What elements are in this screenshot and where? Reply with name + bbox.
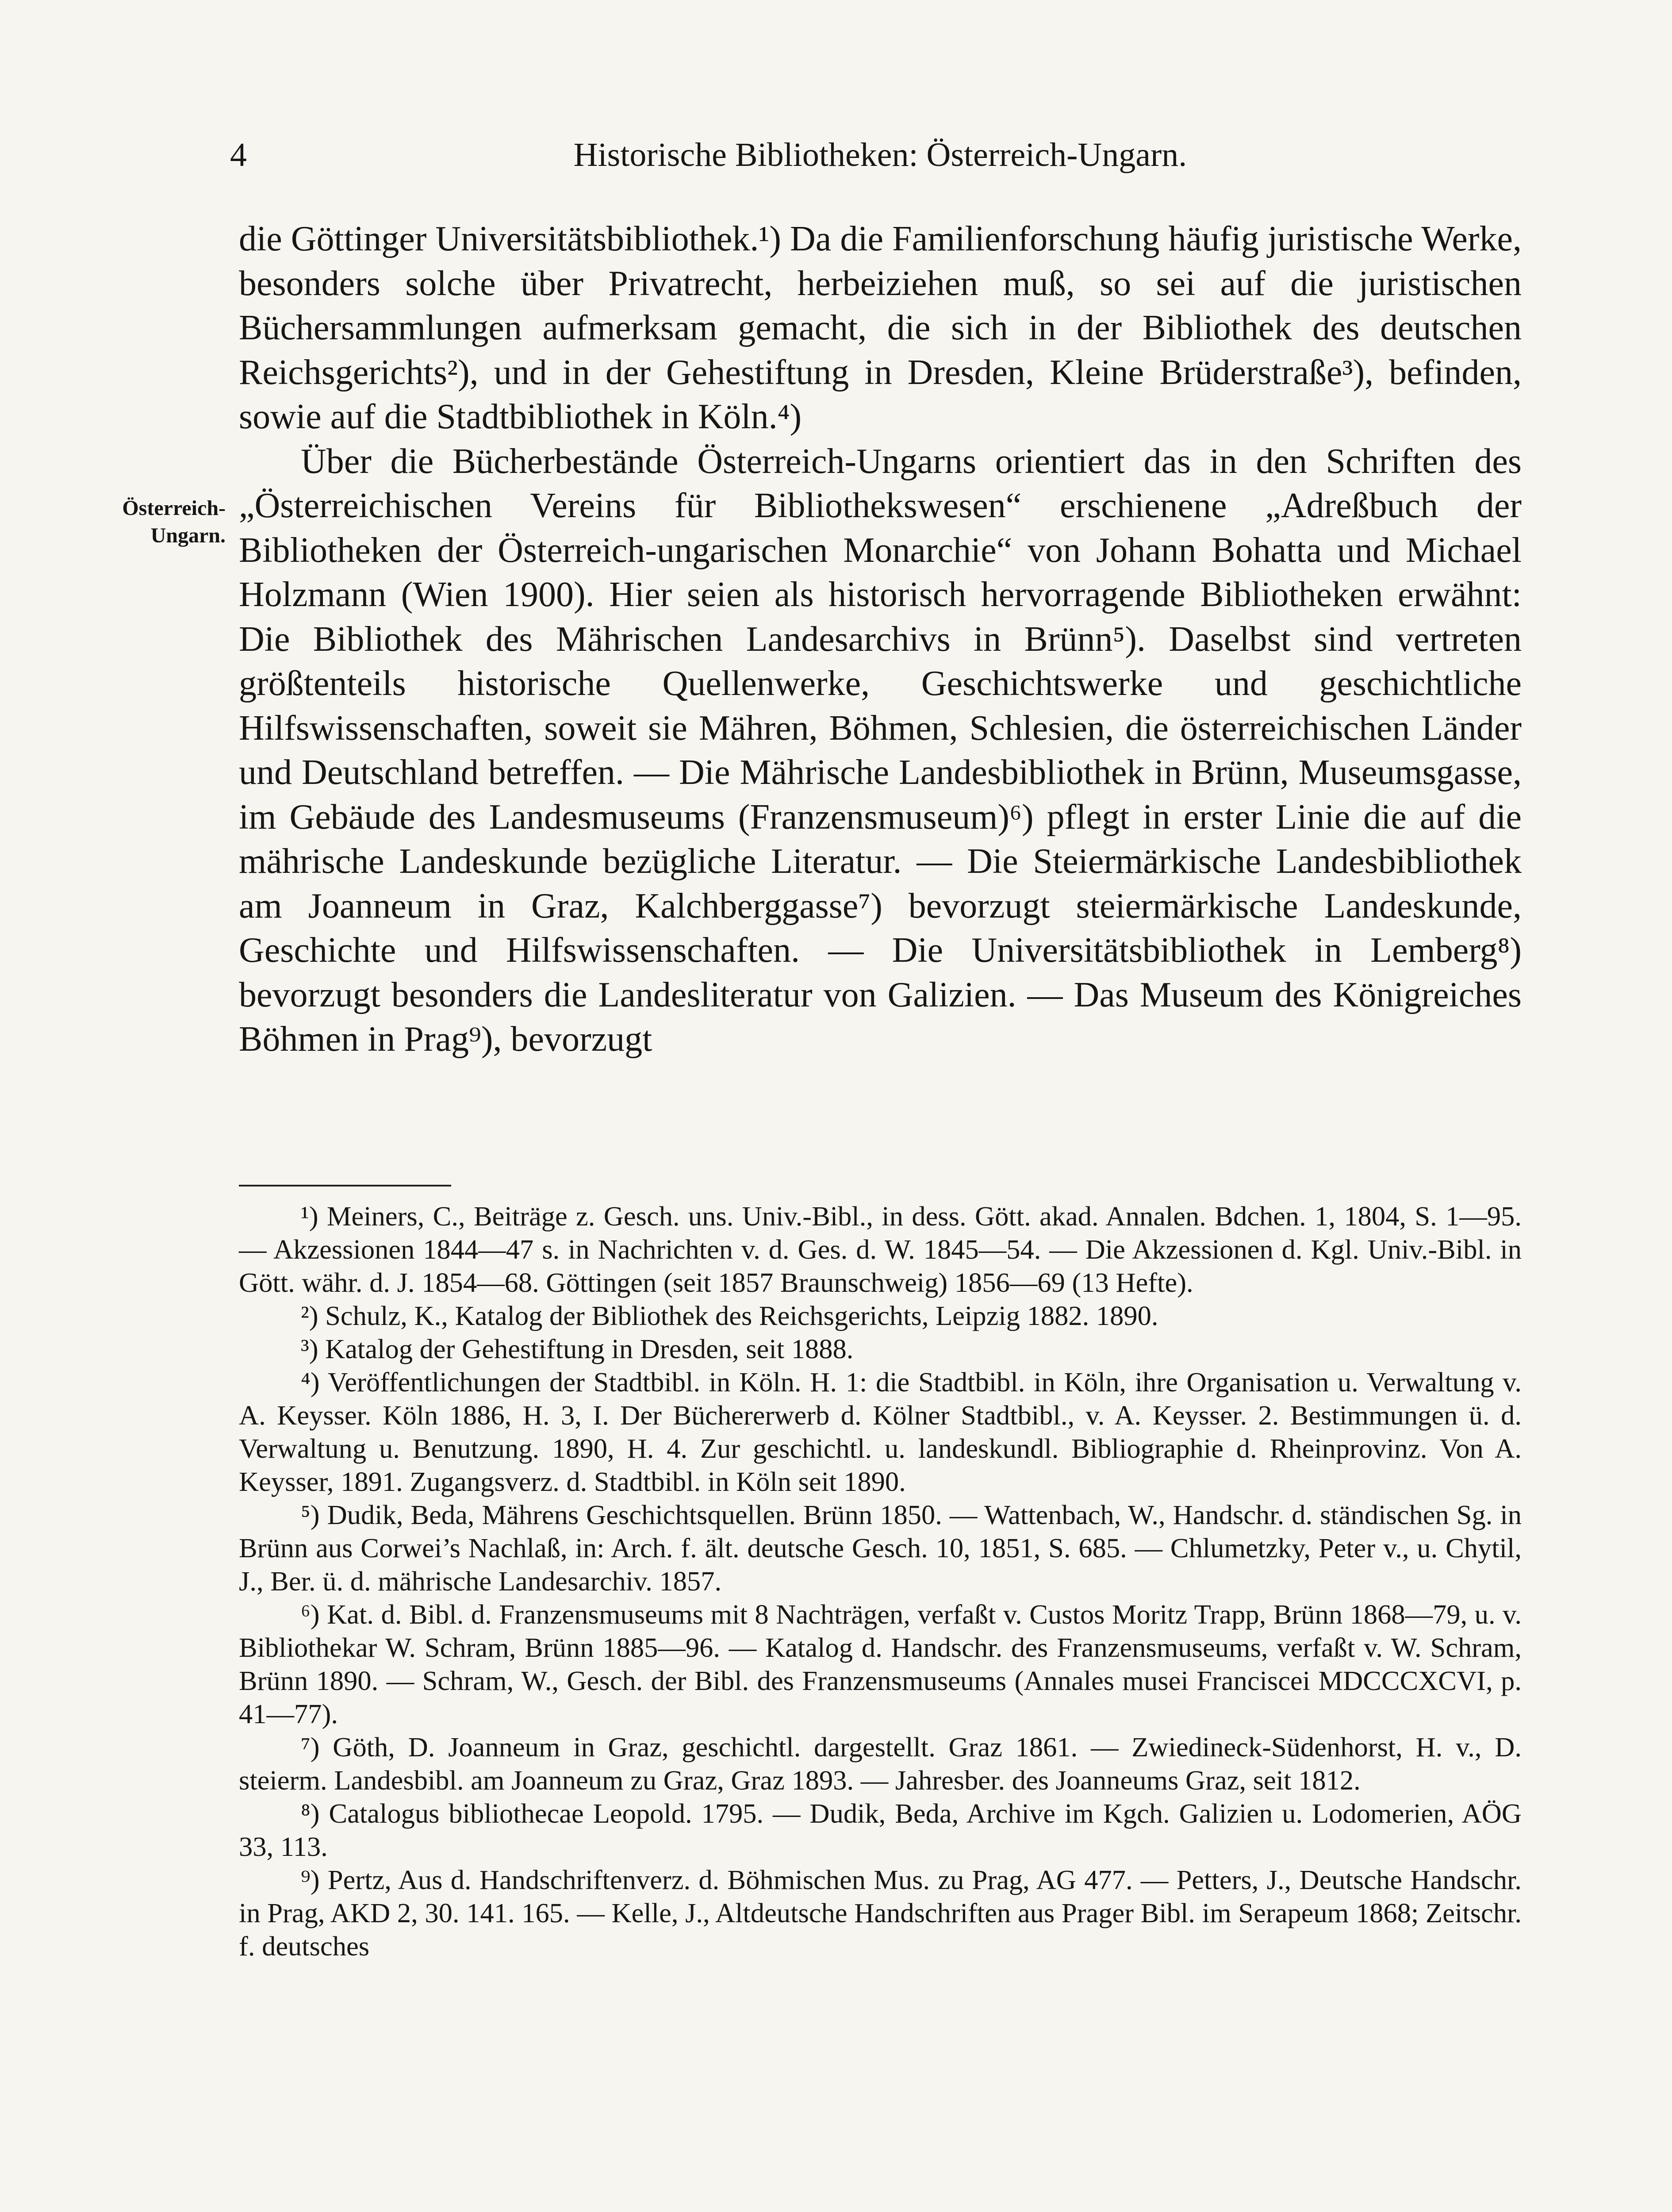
footnote: ¹) Meiners, C., Beiträge z. Gesch. uns. Univ.-Bibl., in dess. Gött. akad. Annalen. Bdchen. 1, 1804, S. 1—95. — Akzessionen 1844—47 s. in Nachrichten v. d. Ges. d. W. 1845—54. — Die Akzessionen d. Kgl. Univ.-Bibl. in Gött. währ. d. J. 1854—68. Göttingen (seit 1857 Braunschweig) 1856—69 (13 Hefte).: [239, 1201, 1522, 1298]
footnote: ³) Katalog der Gehestiftung in Dresden, seit 1888.: [301, 1333, 854, 1364]
footnote-rule: [239, 1185, 451, 1187]
page-header: [230, 133, 1530, 181]
body-text: [239, 217, 1522, 1062]
footnote: ⁴) Veröffentlichungen der Stadtbibl. in Köln. H. 1: die Stadtbibl. in Köln, ihre Organisation u. Verwaltung v. A. Keysser. Köln 1886, H. 3, I. Der Büchererwerb d. Kölner Stadtbibl., v. A. Keysser. 2. Bestimmungen ü. d. Verwaltung u. Benutzung. 1890, H. 4. Zur geschichtl. u. landeskundl. Bibliographie d. Rheinprovinz. Von A. Keysser, 1891. Zugangsverz. d. Stadtbibl. in Köln seit 1890.: [239, 1367, 1522, 1497]
paragraph: Über die Bücherbestände Österreich-Ungarns orientiert das in den Schriften des „Österreichischen Vereins für Bibliothekswesen“ erschienene „Adreßbuch der Bibliotheken der Österreich-ungarischen Monarchie“ von Johann Bohatta und Michael Holzmann (Wien 1900). Hier seien als historisch hervorragende Bibliotheken erwähnt: Die Bibliothek des Mährischen Landesarchivs in Brünn⁵). Daselbst sind vertreten größtenteils historische Quellenwerke, Geschichtswerke und geschichtliche Hilfswissenschaften, soweit sie Mähren, Böhmen, Schlesien, die österreichischen Länder und Deutschland betreffen. — Die Mährische Landesbibliothek in Brünn, Museumsgasse, im Gebäude des Landesmuseums (Franzensmuseum)⁶) pflegt in erster Linie die auf die mährische Landeskunde bezügliche Literatur. — Die Steiermärkische Landesbibliothek am Joanneum in Graz, Kalchberggasse⁷) bevorzugt steiermärkische Landeskunde, Geschichte und Hilfswissenschaften. — Die Universitätsbibliothek in Lemberg⁸) bevorzugt besonders die Landesliteratur von Galizien. — Das Museum des Königreiches Böhmen in Prag⁹), bevorzugt: [239, 442, 1522, 1059]
footnote: ⁵) Dudik, Beda, Mährens Geschichtsquellen. Brünn 1850. — Wattenbach, W., Handschr. d. ständischen Sg. in Brünn aus Corwei’s Nachlaß, in: Arch. f. ält. deutsche Gesch. 10, 1851, S. 685. — Chlumetzky, Peter v., u. Chytil, J., Ber. ü. d. mährische Landesarchiv. 1857.: [239, 1499, 1522, 1597]
running-head: Historische Bibliotheken: Österreich-Ungarn.: [573, 136, 1187, 173]
footnote: ²) Schulz, K., Katalog der Bibliothek des Reichsgerichts, Leipzig 1882. 1890.: [301, 1300, 1158, 1331]
page-number: 4: [230, 136, 247, 173]
margin-note-line: Ungarn.: [150, 524, 226, 547]
footnote: ⁶) Kat. d. Bibl. d. Franzensmuseums mit 8 Nachträgen, verfaßt v. Custos Moritz Trapp, Brünn 1868—79, u. v. Bibliothekar W. Schram, Brünn 1885—96. — Katalog d. Handschr. des Franzensmuseums, verfaßt v. W. Schram, Brünn 1890. — Schram, W., Gesch. der Bibl. des Franzensmuseums (Annales musei Franciscei MDCCCXCVI, p. 41—77).: [239, 1599, 1522, 1729]
footnote: ⁹) Pertz, Aus d. Handschriftenverz. d. Böhmischen Mus. zu Prag, AG 477. — Petters, J., Deutsche Handschr. in Prag, AKD 2, 30. 141. 165. — Kelle, J., Altdeutsche Handschriften aus Prager Bibl. im Serapeum 1868; Zeitschr. f. deutsches: [239, 1864, 1522, 1962]
footnote: ⁸) Catalogus bibliothecae Leopold. 1795. — Dudik, Beda, Archive im Kgch. Galizien u. Lodomerien, AÖG 33, 113.: [239, 1798, 1522, 1862]
paragraph: die Göttinger Universitätsbibliothek.¹) Da die Familienforschung häufig juristische Werke, besonders solche über Privatrecht, herbeiziehen muß, so sei auf die juristischen Büchersammlungen aufmerksam gemacht, die sich in der Bibliothek des deutschen Reichsgerichts²), und in der Gehestiftung in Dresden, Kleine Brüderstraße³), befinden, sowie auf die Stadtbibliothek in Köln.⁴): [239, 219, 1522, 436]
margin-note-line: Österreich-: [122, 496, 226, 520]
footnotes: [239, 1200, 1522, 1963]
footnote: ⁷) Göth, D. Joanneum in Graz, geschichtl. dargestellt. Graz 1861. — Zwiedineck-Südenhorst, H. v., D. steierm. Landesbibl. am Joanneum zu Graz, Graz 1893. — Jahresber. des Joanneums Graz, seit 1812.: [239, 1732, 1522, 1796]
margin-note: [40, 495, 226, 549]
